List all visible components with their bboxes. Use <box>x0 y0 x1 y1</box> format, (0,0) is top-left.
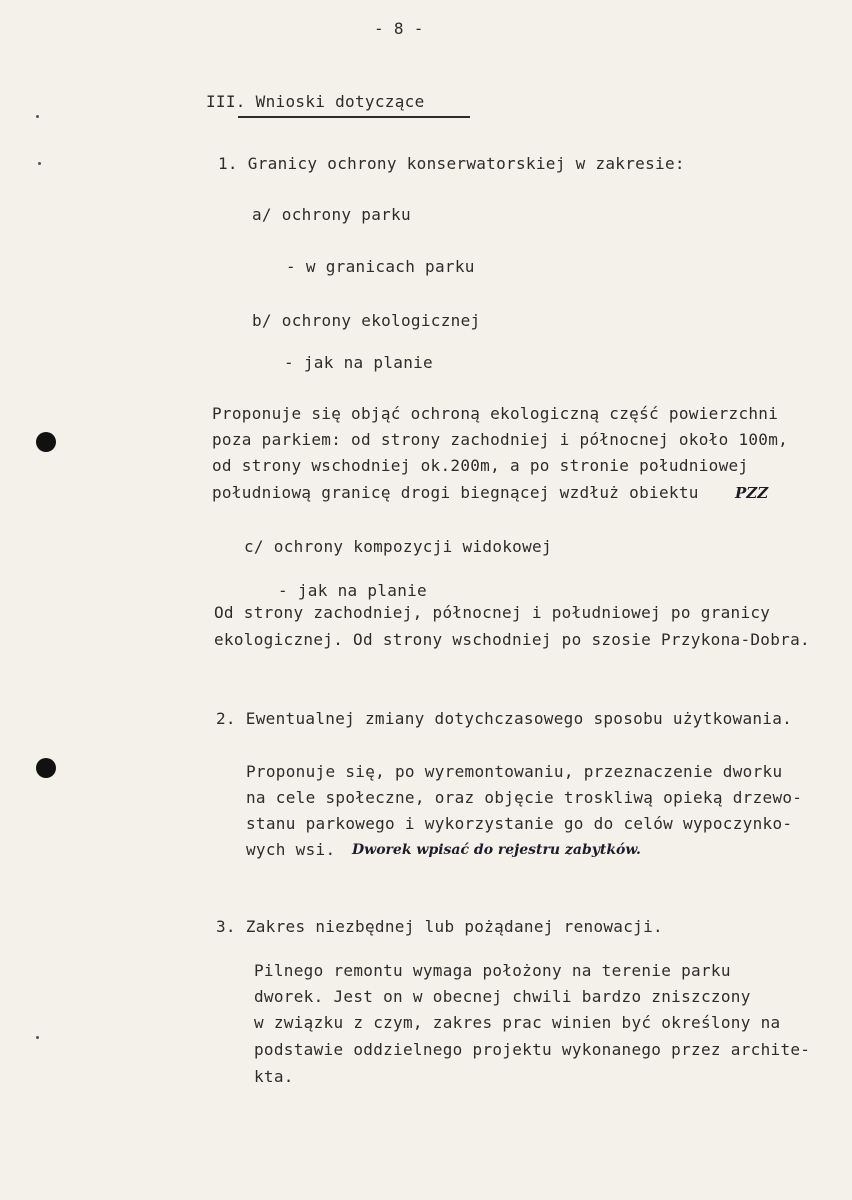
paragraph-line: kta. <box>254 1067 294 1086</box>
paragraph-line: od strony wschodniej ok.200m, a po stronie południowej <box>212 456 749 475</box>
paragraph-line: na cele społeczne, oraz objęcie troskliwą opieką drzewo- <box>246 788 803 807</box>
paragraph-line: Proponuje się objąć ochroną ekologiczną część powierzchni <box>212 404 779 423</box>
paragraph-line: ekologicznej. Od strony wschodniej po szosie Przykona-Dobra. <box>214 630 810 649</box>
item-c-label: c/ ochrony kompozycji widokowej <box>244 537 552 556</box>
paragraph-line: Od strony zachodniej, północnej i południowej po granicy <box>214 603 771 622</box>
margin-speck <box>36 115 39 118</box>
page-number: - 8 - <box>374 19 424 38</box>
paragraph-line: podstawie oddzielnego projektu wykonanego przez archite- <box>254 1040 811 1059</box>
paragraph-line: dworek. Jest on w obecnej chwili bardzo zniszczony <box>254 987 751 1006</box>
paragraph-line: poza parkiem: od strony zachodniej i północnej około 100m, <box>212 430 789 449</box>
item-a-label: a/ ochrony parku <box>252 205 411 224</box>
margin-speck <box>36 1036 39 1039</box>
paragraph-line: stanu parkowego i wykorzystanie go do celów wypoczynko- <box>246 814 793 833</box>
handwritten-note: Dworek wpisać do rejestru zabytków. <box>352 842 641 858</box>
paragraph-line: Pilnego remontu wymaga położony na terenie parku <box>254 961 731 980</box>
section-1-title: 1. Granicy ochrony konserwatorskiej w zakresie: <box>218 154 685 173</box>
margin-speck <box>38 162 41 165</box>
item-b-label: b/ ochrony ekologicznej <box>252 311 481 330</box>
paragraph-line: południową granicę drogi biegnącej wzdłuż obiektu <box>212 483 699 502</box>
handwritten-pzz: PZZ <box>735 484 769 502</box>
item-c-detail: - jak na planie <box>278 581 427 600</box>
punch-hole-bottom <box>36 758 56 778</box>
heading-underline <box>238 116 470 118</box>
section-3-title: 3. Zakres niezbędnej lub pożądanej renowacji. <box>216 917 663 936</box>
paragraph-line: w związku z czym, zakres prac winien być określony na <box>254 1013 781 1032</box>
section-2-title: 2. Ewentualnej zmiany dotychczasowego sposobu użytkowania. <box>216 709 793 728</box>
item-b-detail: - jak na planie <box>284 353 433 372</box>
punch-hole-top <box>36 432 56 452</box>
paragraph-line: wych wsi. <box>246 840 336 859</box>
item-a-detail: - w granicach parku <box>286 257 475 276</box>
paragraph-line: Proponuje się, po wyremontowaniu, przeznaczenie dworku <box>246 762 783 781</box>
section-heading: III. Wnioski dotyczące <box>206 92 425 111</box>
